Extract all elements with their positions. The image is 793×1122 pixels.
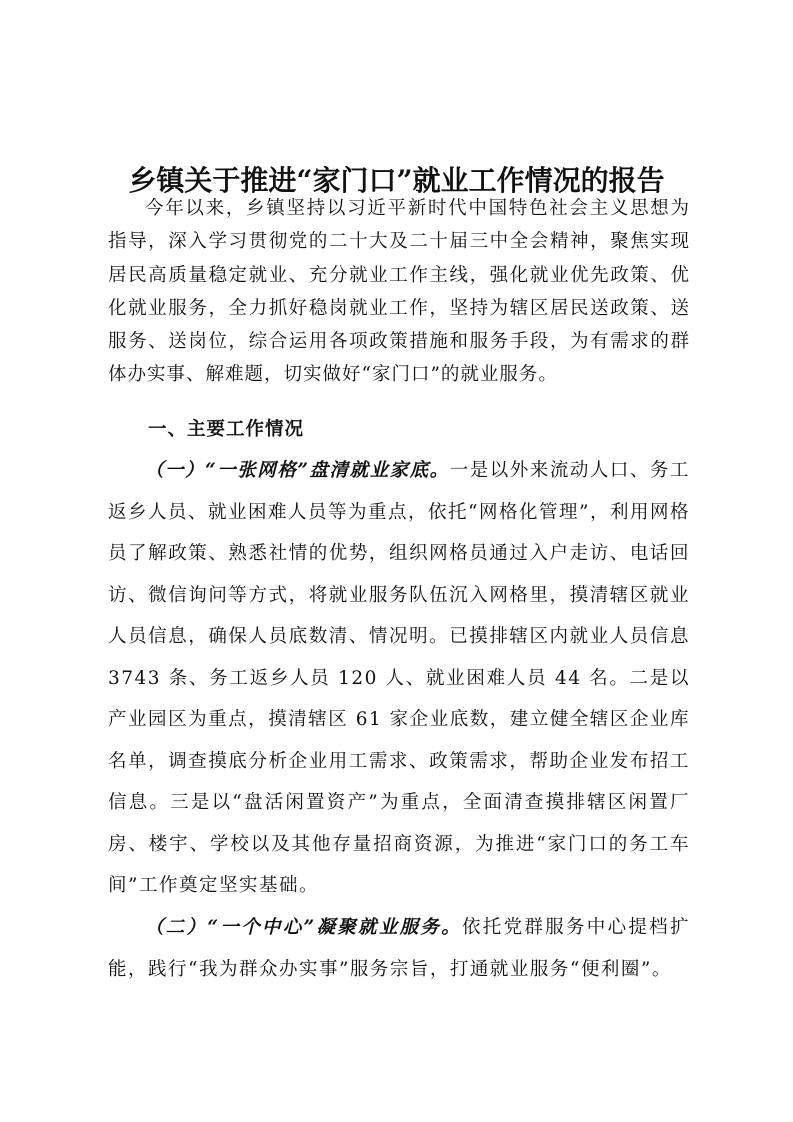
paragraph-subhead-center: （二）“一个中心”凝聚就业服务。 [145,917,463,938]
section-heading-main-work: 一、主要工作情况 [148,419,305,440]
document-title: 乡镇关于推进“家门口”就业工作情况的报告 [128,163,665,197]
paragraph-service-center [108,907,690,990]
paragraph-body-center: 依托党群服务中心提档扩能，践行“我为群众办实事”服务宗旨，打通就业服务“便利圈”。 [108,917,690,980]
paragraph-grid-survey [108,450,690,907]
paragraph-subhead-grid: （一）“一张网格”盘清就业家底。 [145,460,450,481]
paragraph-body-grid: 一是以外来流动人口、务工返乡人员、就业困难人员等为重点，依托“网格化管理”，利用网格员了解政策、熟悉社情的优势，组织网格员通过入户走访、电话回访、微信询问等方式，将就业服务队伍沉入网格里，摸清辖区就业人员信息，确保人员底数清、情况明。已摸排辖区内就业人员信息 3743 条、务工返乡人员 120 人、就业困难人员 44 名。二是以产业园区为重点，摸清辖区 61 家企业底数，建立健全辖区企业库名单，调查摸底分析企业用工需求、政策需求，帮助企业发布招工信息。三是以“盘活闲置资产”为重点，全面清查摸排辖区闲置厂房、楼宇、学校以及其他存量招商资源，为推进“家门口的务工车间”工作奠定坚实基础。 [108,460,690,896]
intro-paragraph: 今年以来，乡镇坚持以习近平新时代中国特色社会主义思想为指导，深入学习贯彻党的二十大及二十届三中全会精神，聚焦实现居民高质量稳定就业、充分就业工作主线，强化就业优先政策、优化就业服务，全力抓好稳岗就业工作，坚持为辖区居民送政策、送服务、送岗位，综合运用各项政策措施和服务手段，为有需求的群体办实事、解难题，切实做好“家门口”的就业服务。 [108,198,690,386]
